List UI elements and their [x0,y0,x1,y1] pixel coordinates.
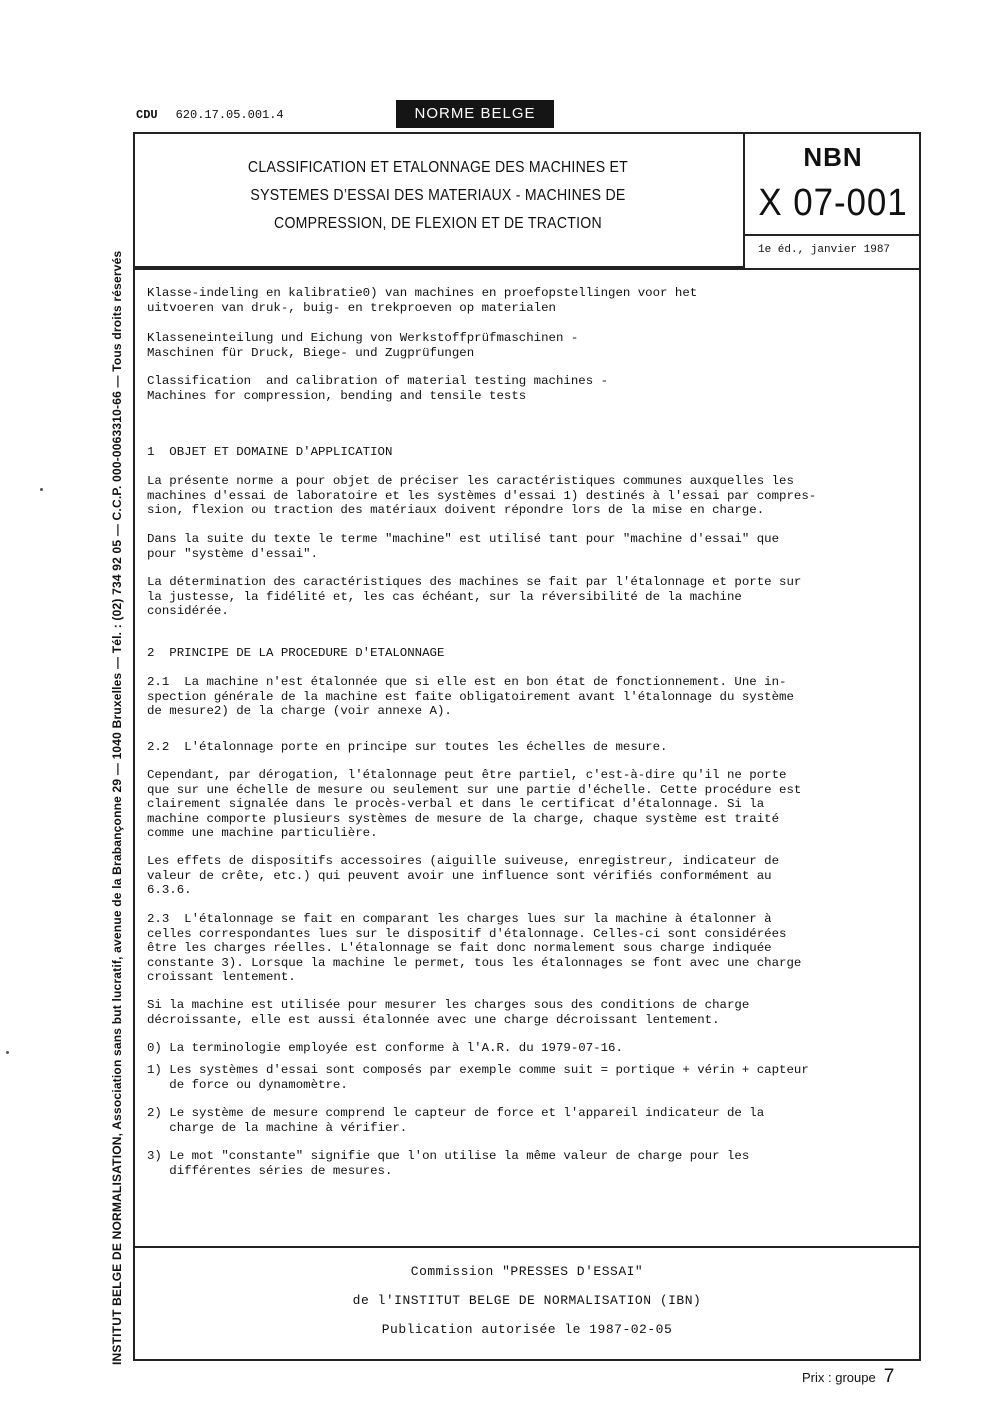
title-german: Klasseneinteilung und Eichung von Werkstoffprüfmaschinen - Maschinen für Druck, Biege- und Zugprüfungen [147,331,579,360]
title-english: Classification and calibration of material testing machines - Machines for compression, bending and tensile tests [147,374,609,403]
nbn-label: NBN [803,142,863,172]
divider [133,268,921,270]
section-1-para-1: La présente norme a pour objet de préciser les caractéristiques communes auxquelles les machines d'essai de laboratoire et les systèmes d'essai 1) destinés à l'essai par compres- sion, flexion ou traction des matériaux doivent répondre lors de la mise en charge. [147,474,817,517]
title-line-2: SYSTEMES D’ESSAI DES MATERIAUX - MACHINES DE [250,187,626,204]
commission-line-2: de l'INSTITUT BELGE DE NORMALISATION (IBN) [352,1293,702,1308]
price-label: Prix : groupe [802,1370,876,1385]
section-1-para-2: Dans la suite du texte le terme "machine" est utilisé tant pour "machine d'essai" que pour "système d'essai". [147,532,780,561]
section-2-2-para: 2.2 L'étalonnage porte en principe sur toutes les échelles de mesure. [147,740,668,754]
edition-date: 1e éd., janvier 1987 [758,244,891,256]
footnote-0: 0) La terminologie employée est conforme à l'A.R. du 1979-07-16. [147,1041,623,1055]
footnote-3: 3) Le mot "constante" signifie que l'on utilise la même valeur de charge pour les différentes séries de mesures. [147,1149,750,1178]
section-2-1-para: 2.1 La machine n'est étalonnée que si elle est en bon état de fonctionnement. Une in- spection générale de la machine est faite obligatoirement avant l'étalonnage du système de mesure2) de la charge (voir annexe A). [147,675,794,718]
document-title [170,154,707,238]
price-group-number: 7 [883,1366,895,1387]
title-dutch: Klasse-indeling en kalibratie0) van machines en proefopstellingen voor het uitvoeren van druk-, buig- en trekproeven op materialen [147,286,698,315]
section-2-2-para-b: Cependant, par dérogation, l'étalonnage peut être partiel, c'est-à-dire qu'il ne porte que sur une échelle de mesure ou seulement sur une partie d'échelle. Cette procédure est clairement signalée dans le procès-verbal et dans le certificat d'étalonnage. Si la machine comporte plusieurs systèmes de mesure de la charge, chaque système est traité comme une machine particulière. [147,768,802,840]
scan-speck [6,1051,9,1054]
section-2-heading: 2 PRINCIPE DE LA PROCEDURE D'ETALONNAGE [147,646,445,660]
scan-speck [40,488,43,491]
footnote-2: 2) Le système de mesure comprend le capteur de force et l'appareil indicateur de la charge de la machine à vérifier. [147,1106,765,1135]
norme-belge-banner: NORME BELGE [396,100,554,128]
cdu-code: 620.17.05.001.4 [175,108,284,122]
section-2-3-para: 2.3 L'étalonnage se fait en comparant les charges lues sur la machine à étalonner à celles correspondantes lues sur le dispositif d'étalonnage. Celles-ci sont considérées être les charges réelles. L'étalonnage se fait donc normalement sous charge indiquée constante 3). Lorsque la machine le permet, tous les étalonnages se font avec une charge croissant lentement. [147,912,802,984]
footnote-1: 1) Les systèmes d'essai sont composés par exemple comme suit = portique + vérin + capteur de force ou dynamomètre. [147,1063,809,1092]
title-line-3: COMPRESSION, DE FLEXION ET DE TRACTION [274,215,602,232]
standard-code: X 07-001 [758,182,908,224]
section-2-2-para-c: Les effets de dispositifs accessoires (aiguille suiveuse, enregistreur, indicateur de valeur de crête, etc.) qui peuvent avoir une influence sont vérifiés conformément au 6.3.6. [147,854,780,897]
price-group [802,1366,894,1388]
commission-line-1: Commission "PRESSES D'ESSAI" [410,1264,644,1279]
title-line-1: CLASSIFICATION ET ETALONNAGE DES MACHINES ET [247,159,629,176]
commission-line-3: Publication autorisée le 1987-02-05 [381,1322,673,1337]
cdu-line [136,108,284,122]
standard-id-block [745,132,921,236]
title-block [133,132,745,268]
divider [133,1246,921,1248]
cdu-label: CDU [136,108,158,122]
section-1-heading: 1 OBJET ET DOMAINE D'APPLICATION [147,445,393,459]
section-1-para-3: La détermination des caractéristiques des machines se fait par l'étalonnage et porte sur la justesse, la fidélité et, les cas échéant, sur la réversibilité de la machine considérée. [147,575,802,618]
side-copyright-text: INSTITUT BELGE DE NORMALISATION, Association sans but lucratif, avenue de la Brabançonne 29 — 1040 Bruxelles — Tél. : (02) 734 92 05 — C.C.P. 000-0063310-66 — Tous droits réservés [110,250,124,1365]
section-2-3-para-b: Si la machine est utilisée pour mesurer les charges sous des conditions de charge décroissante, elle est aussi étalonnée avec une charge décroissant lentement. [147,998,750,1027]
